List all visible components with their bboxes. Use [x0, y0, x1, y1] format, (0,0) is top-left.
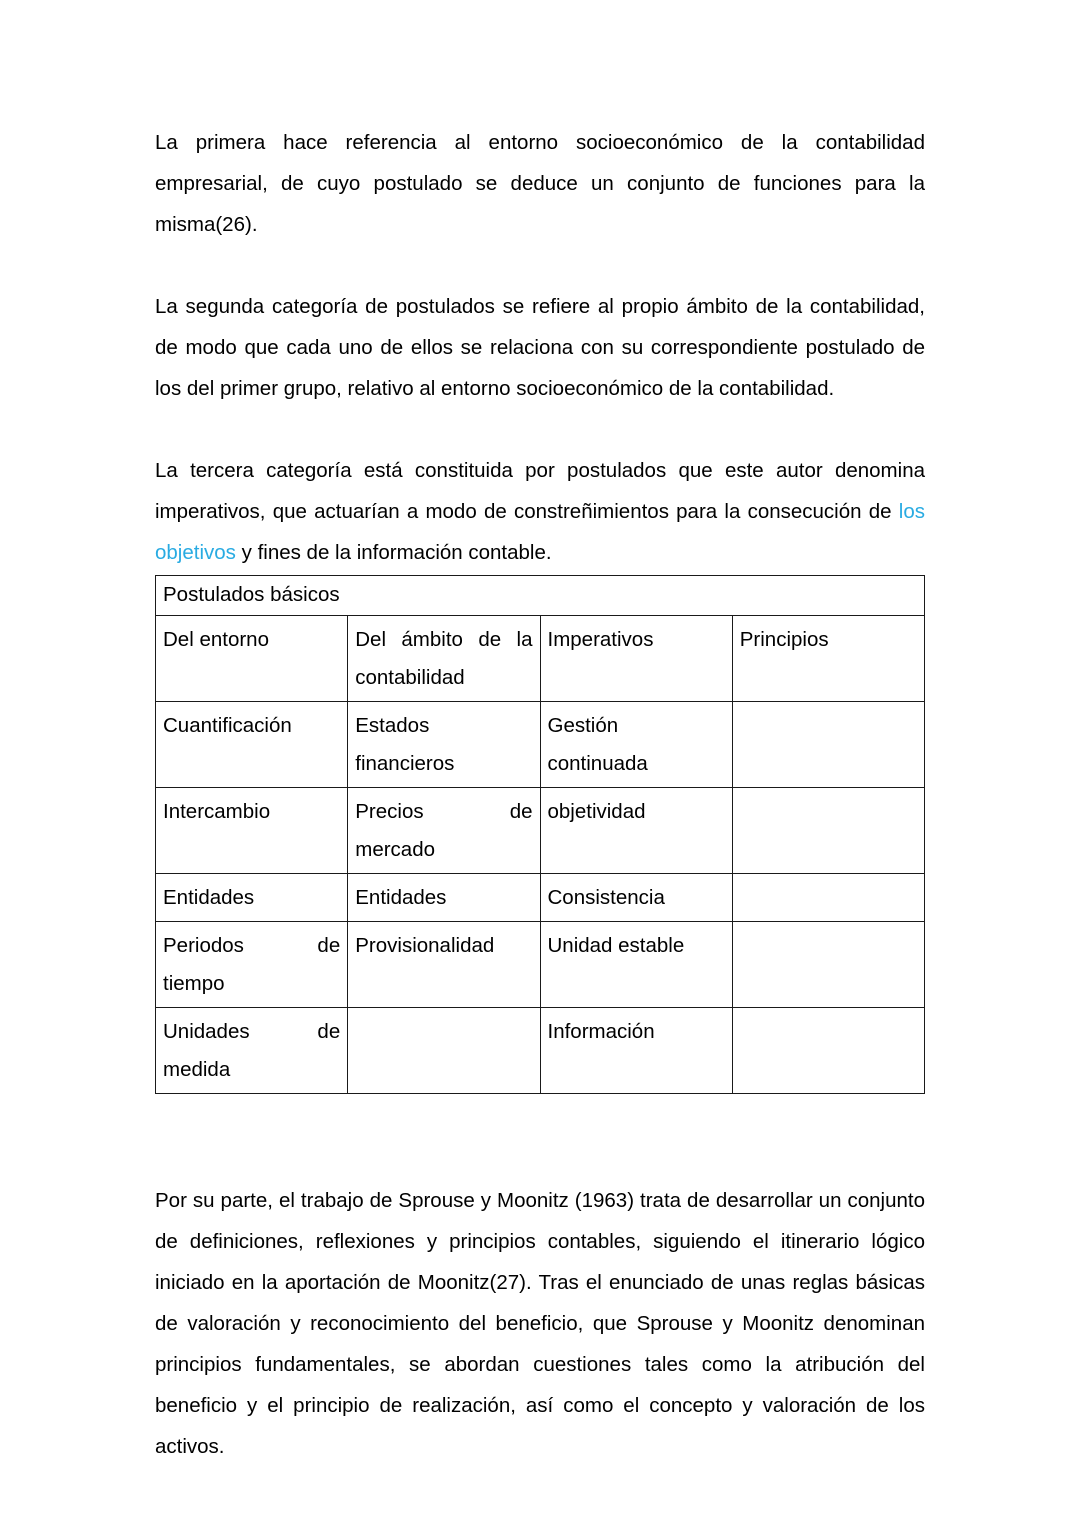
- cell-line-2: financieros: [355, 752, 455, 775]
- cell-line-1: Unidades de: [163, 1020, 341, 1043]
- cell-imperativo-consistencia: [540, 874, 732, 922]
- header-del-ambito-line1: Del ámbito de la: [355, 628, 533, 651]
- cell-principio-empty: [732, 922, 924, 1008]
- cell-entorno-entidades: [156, 874, 348, 922]
- cell-line-1: Entidades: [355, 886, 447, 909]
- table-paragraph-spacer: [155, 1094, 925, 1180]
- cell-imperativo-objetividad: [540, 788, 732, 874]
- cell-ambito-provisionalidad: [348, 922, 540, 1008]
- cell-line-2: mercado: [355, 838, 436, 861]
- cell-line-1: Intercambio: [163, 800, 271, 823]
- header-imperativos-line: Imperativos: [547, 628, 654, 651]
- cell-entorno-intercambio: [156, 788, 348, 874]
- table-header-row: [156, 616, 925, 702]
- table-row: [156, 788, 925, 874]
- cell-imperativo-informacion: [540, 1008, 732, 1094]
- paragraph-1: La primera hace referencia al entorno socioeconómico de la contabilidad empresarial, de cuyo postulado se deduce un conjunto de funciones para la misma(26).: [155, 131, 925, 236]
- cell-line-1: Gestión: [547, 714, 619, 737]
- cell-line-1: Cuantificación: [163, 714, 292, 737]
- cell-imperativo-unidad-estable: [540, 922, 732, 1008]
- cell-entorno-unidades-de-medida: [156, 1008, 348, 1094]
- table-row: [156, 874, 925, 922]
- paragraph-3-text-before: La tercera categoría está constituida por postulados que este autor denomina imperativos, que actuarían a modo de constreñimientos para la consecución de: [155, 459, 925, 523]
- cell-ambito-entidades: [348, 874, 540, 922]
- postulados-basicos-table: [155, 575, 925, 1094]
- cell-entorno-periodos-de-tiempo: [156, 922, 348, 1008]
- cell-line-1: Unidad estable: [547, 934, 685, 957]
- header-del-ambito-line2: contabilidad: [355, 666, 465, 689]
- cell-imperativo-gestion-continuada: [540, 702, 732, 788]
- table-row: [156, 1008, 925, 1094]
- cell-principio-empty: [732, 874, 924, 922]
- link-los-objetivos[interactable]: los objetivos: [155, 500, 925, 564]
- cell-line-1: Entidades: [163, 886, 255, 909]
- header-del-entorno-line: Del entorno: [163, 628, 269, 651]
- cell-line-1: Precios de: [355, 800, 533, 823]
- cell-principio-empty: [732, 702, 924, 788]
- cell-line-1: Periodos de: [163, 934, 341, 957]
- cell-ambito-estados-financieros: [348, 702, 540, 788]
- cell-ambito-empty: [348, 1008, 540, 1094]
- cell-entorno-cuantificacion: [156, 702, 348, 788]
- header-cell-del-entorno: [156, 616, 348, 702]
- cell-line-2: continuada: [547, 752, 648, 775]
- header-principios-line: Principios: [739, 628, 829, 651]
- header-cell-del-ambito: [348, 616, 540, 702]
- paragraph-2: La segunda categoría de postulados se refiere al propio ámbito de la contabilidad, de modo que cada uno de ellos se relaciona con su correspondiente postulado de los del primer grupo, relativo al entorno socioeconómico de la contabilidad.: [155, 295, 925, 400]
- table-caption-row: [156, 576, 925, 616]
- table-row: [156, 702, 925, 788]
- document-body: [155, 122, 925, 1467]
- cell-line-1: Provisionalidad: [355, 934, 495, 957]
- header-cell-imperativos: [540, 616, 732, 702]
- cell-line-2: tiempo: [163, 972, 225, 995]
- cell-line-1: Consistencia: [547, 886, 665, 909]
- paragraph-3-text-after: y fines de la información contable.: [235, 541, 552, 564]
- paragraph-3: [155, 450, 925, 573]
- cell-line-1: Información: [547, 1020, 655, 1043]
- cell-principio-empty: [732, 788, 924, 874]
- table-caption-cell: Postulados básicos: [156, 576, 925, 616]
- paragraph-4: Por su parte, el trabajo de Sprouse y Moonitz (1963) trata de desarrollar un conjunto de definiciones, reflexiones y principios contables, siguiendo el itinerario lógico iniciado en la aportación de Moonitz(27). Tras el enunciado de unas reglas básicas de valoración y reconocimiento del beneficio, que Sprouse y Moonitz denominan principios fundamentales, se abordan cuestiones tales como la atribución del beneficio y el principio de realización, así como el concepto y valoración de los activos.: [155, 1189, 925, 1458]
- table-row: [156, 922, 925, 1008]
- cell-ambito-precios-de-mercado: [348, 788, 540, 874]
- cell-line-1: objetividad: [547, 800, 646, 823]
- cell-line-1: Estados: [355, 714, 430, 737]
- cell-line-2: medida: [163, 1058, 231, 1081]
- header-cell-principios: [732, 616, 924, 702]
- cell-principio-empty: [732, 1008, 924, 1094]
